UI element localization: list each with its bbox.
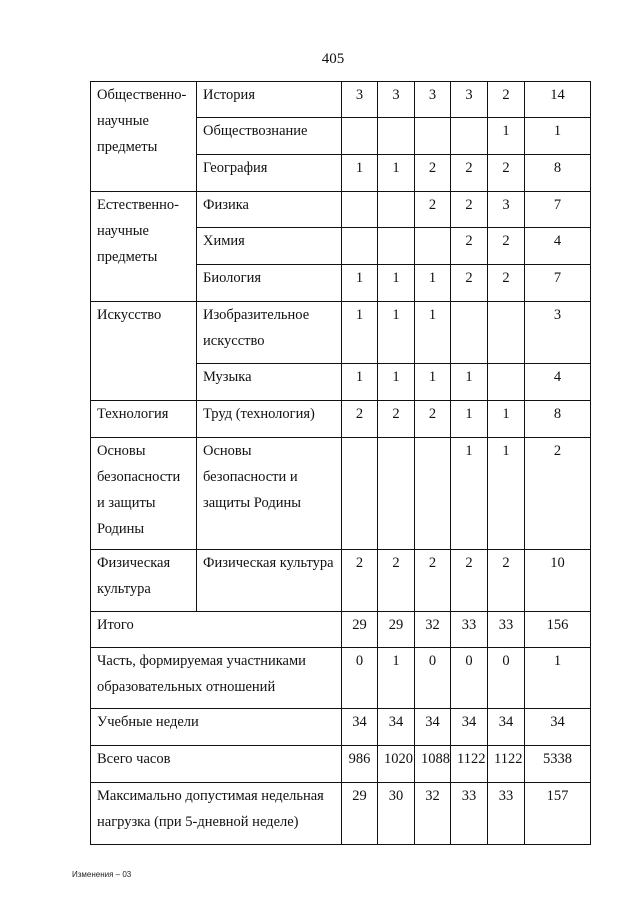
hours-cell: 29 [342, 612, 378, 648]
hours-cell: 2 [488, 228, 525, 265]
table-row [91, 648, 591, 709]
subject-area-cell: Естественно-научные предметы [91, 192, 197, 302]
subject-cell: Музыка [197, 364, 342, 401]
hours-cell: 34 [342, 709, 378, 746]
page-number: 405 [321, 51, 345, 67]
subject-area-cell: Искусство [91, 302, 197, 401]
hours-cell: 2 [451, 265, 488, 302]
hours-cell: 1020 [378, 746, 415, 783]
hours-cell: 1 [488, 438, 525, 550]
table-row [91, 612, 591, 648]
hours-cell: 986 [342, 746, 378, 783]
hours-cell: 1 [378, 265, 415, 302]
total-cell: 34 [525, 709, 591, 746]
table-row [91, 550, 591, 612]
subject-cell: Физическая культура [197, 550, 342, 612]
hours-cell: 1 [342, 364, 378, 401]
summary-label: Итого [91, 612, 342, 648]
hours-cell [415, 118, 451, 155]
hours-cell: 34 [451, 709, 488, 746]
total-cell: 4 [525, 228, 591, 265]
hours-cell: 1 [451, 438, 488, 550]
hours-cell: 33 [451, 612, 488, 648]
table-row [91, 709, 591, 746]
hours-cell: 1 [415, 265, 451, 302]
hours-cell: 1 [451, 364, 488, 401]
summary-label: Максимально допустимая недельная нагрузка (при 5-дневной неделе) [91, 783, 342, 845]
summary-label: Учебные недели [91, 709, 342, 746]
hours-cell: 2 [378, 401, 415, 438]
total-cell: 1 [525, 648, 591, 709]
hours-cell [378, 438, 415, 550]
subject-area-cell: Основы безопасности и защиты Родины [91, 438, 197, 550]
subject-area-cell: Технология [91, 401, 197, 438]
hours-cell: 1 [378, 364, 415, 401]
total-cell: 8 [525, 155, 591, 192]
total-cell: 10 [525, 550, 591, 612]
subject-cell: Физика [197, 192, 342, 228]
curriculum-table [90, 81, 591, 845]
subject-cell: Труд (технология) [197, 401, 342, 438]
total-cell: 157 [525, 783, 591, 845]
total-cell: 4 [525, 364, 591, 401]
hours-cell: 34 [378, 709, 415, 746]
hours-cell [342, 118, 378, 155]
hours-cell [378, 192, 415, 228]
hours-cell [488, 302, 525, 364]
subject-cell: Основы безопасности и защиты Родины [197, 438, 342, 550]
subject-cell: Биология [197, 265, 342, 302]
hours-cell: 3 [415, 82, 451, 118]
hours-cell: 2 [342, 401, 378, 438]
hours-cell: 2 [488, 82, 525, 118]
hours-cell: 1 [342, 302, 378, 364]
hours-cell [342, 438, 378, 550]
hours-cell: 0 [415, 648, 451, 709]
subject-cell: Химия [197, 228, 342, 265]
subject-cell: География [197, 155, 342, 192]
hours-cell: 2 [415, 550, 451, 612]
hours-cell: 3 [451, 82, 488, 118]
hours-cell: 3 [488, 192, 525, 228]
hours-cell: 1 [378, 302, 415, 364]
hours-cell: 2 [451, 550, 488, 612]
hours-cell [415, 228, 451, 265]
table-row [91, 302, 591, 364]
hours-cell: 34 [415, 709, 451, 746]
hours-cell: 1 [342, 155, 378, 192]
hours-cell: 2 [415, 155, 451, 192]
total-cell: 156 [525, 612, 591, 648]
total-cell: 8 [525, 401, 591, 438]
hours-cell: 34 [488, 709, 525, 746]
total-cell: 1 [525, 118, 591, 155]
hours-cell [378, 118, 415, 155]
hours-cell: 29 [378, 612, 415, 648]
subject-cell: История [197, 82, 342, 118]
hours-cell: 30 [378, 783, 415, 845]
subject-area-cell: Общественно-научные предметы [91, 82, 197, 192]
hours-cell: 3 [342, 82, 378, 118]
hours-cell [342, 228, 378, 265]
table-row [91, 82, 591, 118]
hours-cell: 0 [342, 648, 378, 709]
hours-cell: 1 [451, 401, 488, 438]
hours-cell [342, 192, 378, 228]
hours-cell: 29 [342, 783, 378, 845]
hours-cell: 3 [378, 82, 415, 118]
hours-cell [451, 118, 488, 155]
hours-cell: 2 [451, 155, 488, 192]
table-row [91, 401, 591, 438]
total-cell: 3 [525, 302, 591, 364]
hours-cell: 1 [415, 364, 451, 401]
hours-cell: 2 [488, 265, 525, 302]
hours-cell: 2 [378, 550, 415, 612]
hours-cell: 2 [342, 550, 378, 612]
hours-cell: 2 [488, 550, 525, 612]
subject-area-cell: Физическая культура [91, 550, 197, 612]
hours-cell: 32 [415, 783, 451, 845]
hours-cell: 2 [451, 228, 488, 265]
hours-cell: 2 [451, 192, 488, 228]
hours-cell: 32 [415, 612, 451, 648]
total-cell: 14 [525, 82, 591, 118]
hours-cell: 1122 [451, 746, 488, 783]
table-row [91, 783, 591, 845]
hours-cell: 1 [378, 648, 415, 709]
summary-label: Всего часов [91, 746, 342, 783]
hours-cell: 2 [488, 155, 525, 192]
table-row [91, 192, 591, 228]
hours-cell: 1 [488, 401, 525, 438]
hours-cell [378, 228, 415, 265]
hours-cell: 0 [451, 648, 488, 709]
hours-cell: 2 [415, 401, 451, 438]
hours-cell [488, 364, 525, 401]
hours-cell: 33 [488, 612, 525, 648]
hours-cell: 1122 [488, 746, 525, 783]
hours-cell: 33 [488, 783, 525, 845]
table-row [91, 746, 591, 783]
total-cell: 5338 [525, 746, 591, 783]
total-cell: 7 [525, 265, 591, 302]
subject-cell: Обществознание [197, 118, 342, 155]
table-row [91, 438, 591, 550]
hours-cell: 1088 [415, 746, 451, 783]
total-cell: 7 [525, 192, 591, 228]
hours-cell: 1 [415, 302, 451, 364]
summary-label: Часть, формируемая участниками образовательных отношений [91, 648, 342, 709]
total-cell: 2 [525, 438, 591, 550]
hours-cell: 1 [488, 118, 525, 155]
subject-cell: Изобразительное искусство [197, 302, 342, 364]
hours-cell: 33 [451, 783, 488, 845]
hours-cell: 1 [342, 265, 378, 302]
hours-cell: 0 [488, 648, 525, 709]
hours-cell [451, 302, 488, 364]
hours-cell: 1 [378, 155, 415, 192]
revision-note: Изменения – 03 [72, 870, 132, 879]
hours-cell [415, 438, 451, 550]
hours-cell: 2 [415, 192, 451, 228]
